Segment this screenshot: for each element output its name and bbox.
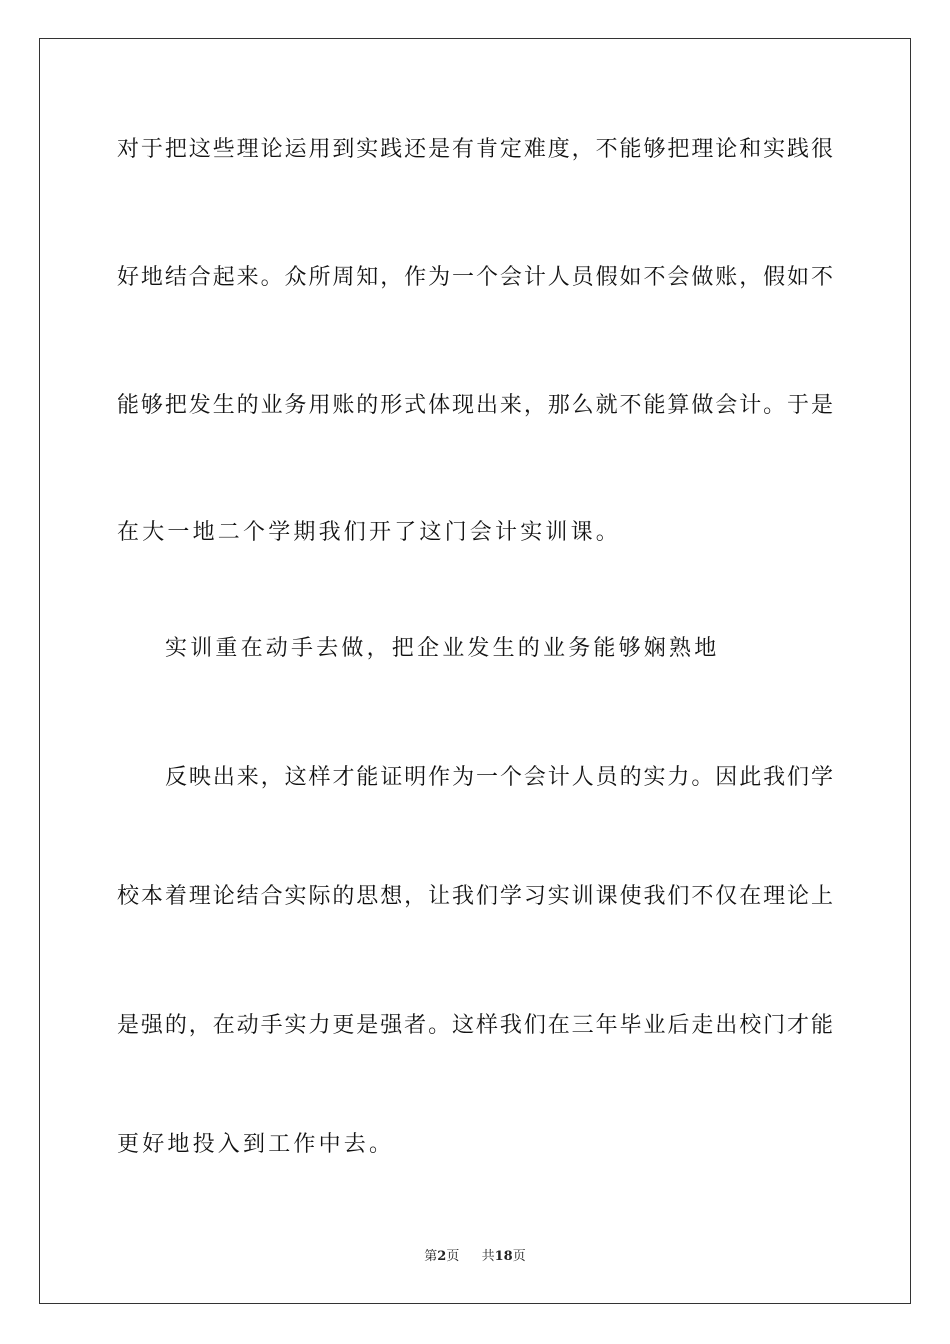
total-suffix: 页 <box>512 1249 526 1264</box>
body-text-line-3: 能够把发生的业务用账的形式体现出来，那么就不能算做会计。于是 <box>117 393 833 418</box>
page-number: 2 <box>437 1249 447 1264</box>
body-text-line-2: 好地结合起来。众所周知，作为一个会计人员假如不会做账，假如不 <box>117 265 833 290</box>
total-prefix: 共 <box>481 1249 495 1264</box>
page-footer <box>0 1248 950 1266</box>
page-prefix: 第 <box>424 1249 438 1264</box>
body-text-line-8: 是强的，在动手实力更是强者。这样我们在三年毕业后走出校门才能 <box>117 1013 833 1038</box>
total-pages: 18 <box>494 1249 513 1264</box>
body-text-line-7: 校本着理论结合实际的思想，让我们学习实训课使我们不仅在理论上 <box>117 884 833 909</box>
body-text-line-6: 反映出来，这样才能证明作为一个会计人员的实力。因此我们学 <box>165 765 833 790</box>
body-text-line-9: 更好地投入到工作中去。 <box>117 1132 395 1157</box>
body-text-line-5: 实训重在动手去做，把企业发生的业务能够娴熟地 <box>165 636 720 661</box>
page-border <box>39 38 911 1304</box>
body-text-line-4: 在大一地二个学期我们开了这门会计实训课。 <box>117 520 622 545</box>
body-text-line-1: 对于把这些理论运用到实践还是有肯定难度，不能够把理论和实践很 <box>117 137 833 162</box>
page-suffix: 页 <box>446 1249 460 1264</box>
